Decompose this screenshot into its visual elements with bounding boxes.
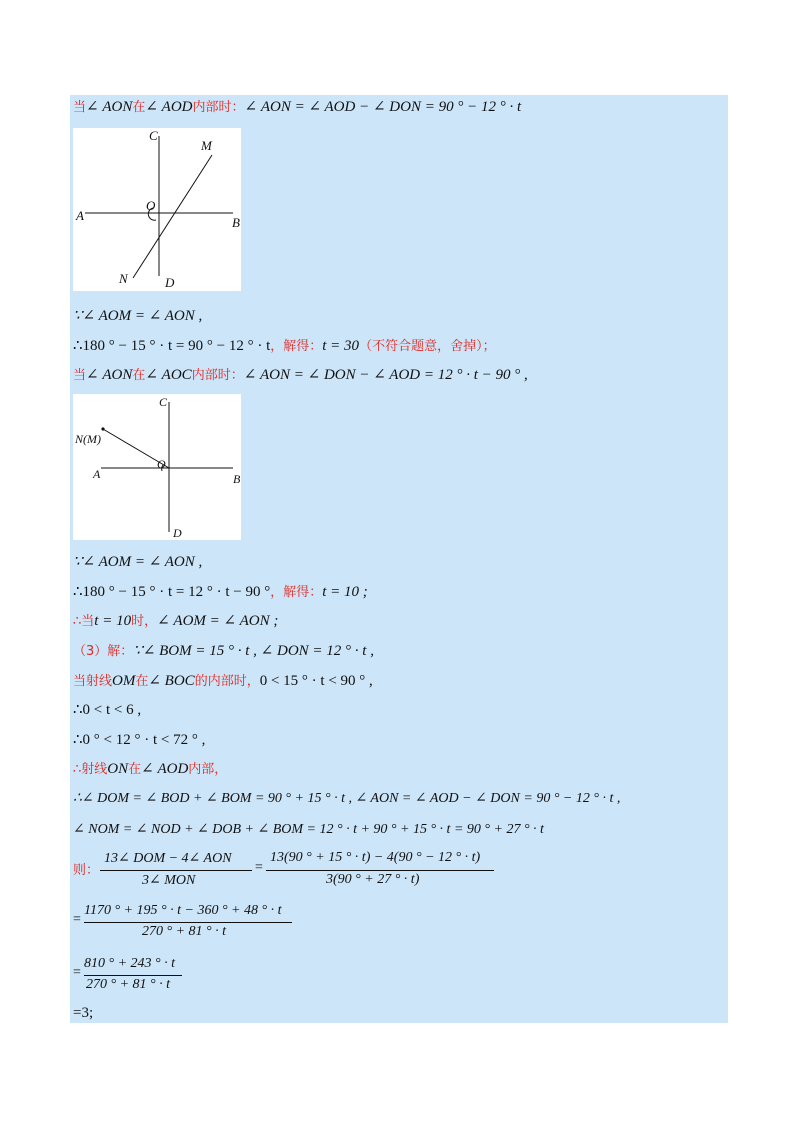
fraction-4-numerator: 810 ° + 243 ° · t xyxy=(84,956,176,971)
line-7: ∴当t = 10时，∠ AOM = ∠ AON ; xyxy=(73,613,279,629)
label-O: O xyxy=(146,198,156,213)
fraction-4-bar xyxy=(84,975,182,976)
fraction-4-denominator: 270 ° + 81 ° · t xyxy=(86,977,171,992)
line-14: ∠ NOM = ∠ NOD + ∠ DOB + ∠ BOM = 12 ° · t + 90 ° + 15 ° · t = 90 ° + 27 ° · t xyxy=(73,822,544,837)
line-8: （3）解：∵∠ BOM = 15 ° · t , ∠ DON = 12 ° · t , xyxy=(73,643,374,659)
equals-2: = xyxy=(73,912,81,927)
label-A: A xyxy=(93,467,101,481)
fraction-1-denominator: 3∠ MON xyxy=(142,873,196,888)
fraction-1-numerator: 13∠ DOM − 4∠ AON xyxy=(104,851,232,866)
fraction-2-denominator: 3(90 ° + 27 ° · t) xyxy=(326,872,420,887)
label-NM: N(M) xyxy=(75,432,101,446)
line-6: ∴180 ° − 15 ° · t = 12 ° · t − 90 °，解得：t = 10 ; xyxy=(73,584,368,600)
line-1: 当∠ AON在∠ AOD内部时：∠ AON = ∠ AOD − ∠ DON = 90 ° − 12 ° · t xyxy=(73,99,522,115)
line-9: 当射线OM在∠ BOC的内部时，0 < 15 ° · t < 90 ° , xyxy=(73,673,373,689)
label-D: D xyxy=(165,275,175,290)
label-D: D xyxy=(173,526,182,540)
label-A: A xyxy=(76,208,84,223)
fraction-3 xyxy=(84,903,300,943)
figure-1-diagram xyxy=(73,128,241,291)
label-C: C xyxy=(159,395,168,409)
figure-2-diagram xyxy=(73,394,241,540)
label-N: N xyxy=(119,271,128,286)
line-2: ∵∠ AOM = ∠ AON , xyxy=(73,308,203,324)
fraction-1 xyxy=(100,850,260,890)
fraction-2-bar xyxy=(266,870,494,871)
equals-1: = xyxy=(255,860,263,875)
label-B: B xyxy=(233,472,241,486)
line-4: 当∠ AON在∠ AOC内部时：∠ AON = ∠ DON − ∠ AOD = 12 ° · t − 90 ° , xyxy=(73,367,528,383)
figure-2 xyxy=(73,394,241,540)
line-11: ∴0 ° < 12 ° · t < 72 ° , xyxy=(73,732,206,748)
line-3: ∴180 ° − 15 ° · t = 90 ° − 12 ° · t，解得：t = 30（不符合题意，舍掉）； xyxy=(73,338,496,354)
line-15-label: 则： xyxy=(73,863,100,878)
fraction-2-numerator: 13(90 ° + 15 ° · t) − 4(90 ° − 12 ° · t) xyxy=(270,850,481,865)
label-O: O xyxy=(157,457,166,471)
line-13: ∴∠ DOM = ∠ BOD + ∠ BOM = 90 ° + 15 ° · t , ∠ AON = ∠ AOD − ∠ DON = 90 ° − 12 ° · t , xyxy=(73,791,621,806)
line-5: ∵∠ AOM = ∠ AON , xyxy=(73,554,203,570)
line-10: ∴0 < t < 6 , xyxy=(73,702,142,718)
label-B: B xyxy=(232,215,240,230)
fraction-4 xyxy=(84,956,194,996)
fraction-3-numerator: 1170 ° + 195 ° · t − 360 ° + 48 ° · t xyxy=(84,903,282,918)
equals-3: = xyxy=(73,965,81,980)
line-final: =3; xyxy=(73,1005,94,1021)
figure-1 xyxy=(73,128,241,291)
fraction-3-bar xyxy=(84,922,292,923)
fraction-2 xyxy=(266,850,498,890)
label-C: C xyxy=(149,128,158,143)
fraction-1-bar xyxy=(100,870,252,871)
fraction-3-denominator: 270 ° + 81 ° · t xyxy=(142,924,227,939)
label-M: M xyxy=(201,138,212,153)
line-12: ∴射线ON在∠ AOD内部， xyxy=(73,761,228,777)
